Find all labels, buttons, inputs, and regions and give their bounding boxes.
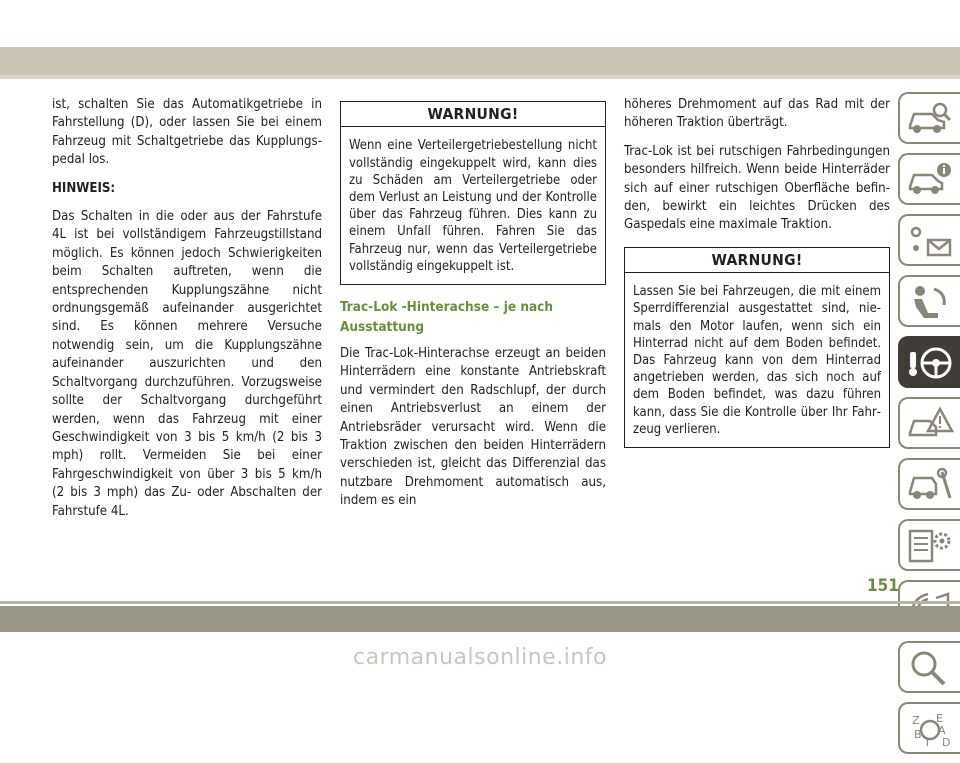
column-left xyxy=(52,96,322,531)
tab-specifications[interactable] xyxy=(898,519,960,571)
intro-paragraph: ist, schalten Sie das Automatikgetriebe in Fahrstellung (D), oder lassen Sie bei einem Fahrzeug mit Schaltgetriebe das Kupplungspedal los. xyxy=(52,97,322,168)
car-warning-icon xyxy=(906,405,954,443)
column-right xyxy=(624,96,890,448)
svg-text:A: A xyxy=(938,724,946,737)
svg-text:E: E xyxy=(936,712,943,725)
note-body: Das Schalten in die oder aus der Fahrstufe 4L ist bei vollständigem Fahrzeugstillstand möglich. Es können jedoch Schwierigkeiten beim Schalten auftreten, wenn die entsprechenden Kupplungszähne nicht ordnungsgemäß aufeinander ausgerichtet sind. Es können mehrere Versuche notwendig sein, um die Kupplungszähne aufeinander auszurichten und den Schaltvorgang durchzuführen. Vorzugsweise sollte der Schaltvorgang durchgeführt werden, wenn das Fahrzeug mit einer Geschwindigkeit von 3 bis 5 km/h (2 bis 3 mph) rollt. Vermeiden Sie bei einer Fahrgeschwindigkeit von über 3 bis 5 km/h (2 bis 3 mph) das Zu- oder Abschalten der Fahrstufe 4L. xyxy=(52,209,322,519)
svg-text:Z: Z xyxy=(912,714,920,727)
top-band xyxy=(0,47,960,75)
watermark: carmanualsonline.info xyxy=(353,645,607,670)
note-title: HINWEIS: xyxy=(52,180,116,196)
svg-text:D: D xyxy=(942,736,951,748)
paragraph-trac-lok: Trac-Lok ist bei rutschigen Fahrbedingungen besonders hilfreich. Wenn beide Hinterräder sich auf einer rutschigen Oberfläche befinden, bewirkt ein leichtes Drücken des Gaspedals eine maximale Traktion. xyxy=(624,143,890,233)
svg-text:T: T xyxy=(924,736,931,748)
warning-title: WARNUNG! xyxy=(625,248,889,273)
tab-dashboard[interactable] xyxy=(898,214,960,266)
alphabet-index-icon xyxy=(906,710,954,748)
warning-body: Lassen Sie bei Fahrzeugen, die mit einem Sperrdifferenzial ausgestattet sind, niemals den Motor laufen, wenn sich ein Hinterrad nicht auf dem Boden befindet. Das Fahrzeug kann von dem Hinterrad angetrieben werden, das sich noch auf dem Boden befindet, was dazu führen kann, dass Sie die Kontrolle über Ihr Fahrzeug verlieren. xyxy=(633,284,881,437)
column-middle xyxy=(340,101,606,521)
dashboard-warning-icon xyxy=(906,222,954,260)
bottom-band xyxy=(0,606,960,632)
car-search-icon xyxy=(906,100,954,138)
warning-title: WARNUNG! xyxy=(341,102,605,127)
steering-wheel-key-icon xyxy=(906,344,954,382)
warning-body: Wenn eine Verteilergetriebestellung nicht vollständig eingekuppelt wird, kann dies zu Schäden am Verteilergetriebe oder dem Verlust an Leistung und der Kontrolle über das Fahrzeug führen. Dies kann zu einem Unfall führen. Fahren Sie das Fahrzeug nur, wenn das Verteilergetriebe vollständig eingekuppelt ist. xyxy=(349,138,597,274)
page-number: 151 xyxy=(867,576,899,596)
tab-safety[interactable] xyxy=(898,275,960,327)
section-title: Trac-Lok -Hinterachse – je nach Ausstattung xyxy=(340,299,554,336)
tab-alphabet-index[interactable] xyxy=(898,702,960,754)
svg-text:B: B xyxy=(914,728,922,741)
tab-car-search[interactable] xyxy=(898,92,960,144)
paragraph-continued: höheres Drehmoment auf das Rad mit der höheren Traktion überträgt. xyxy=(624,97,890,131)
car-service-icon xyxy=(906,466,954,504)
tab-car-info[interactable] xyxy=(898,153,960,205)
airbag-seat-icon xyxy=(906,283,954,321)
specifications-icon xyxy=(906,527,954,565)
tab-emergency[interactable] xyxy=(898,397,960,449)
tab-driving[interactable] xyxy=(898,336,960,388)
tab-service[interactable] xyxy=(898,458,960,510)
car-info-icon xyxy=(906,161,954,199)
section-body: Die Trac-Lok-Hinterachse erzeugt an beiden Hinterrädern eine konstante Antriebskraft und vermindert den Radschlupf, der durch einen Antriebsverlust an einem der Antriebsräder verursacht wird. Wenn die Traktion zwischen den beiden Hinterrädern verschieden ist, gleicht das Differenzial das nutzbare Drehmoment automatisch aus, indem es ein xyxy=(340,346,606,509)
warning-box xyxy=(624,247,890,448)
warning-box xyxy=(340,101,606,285)
